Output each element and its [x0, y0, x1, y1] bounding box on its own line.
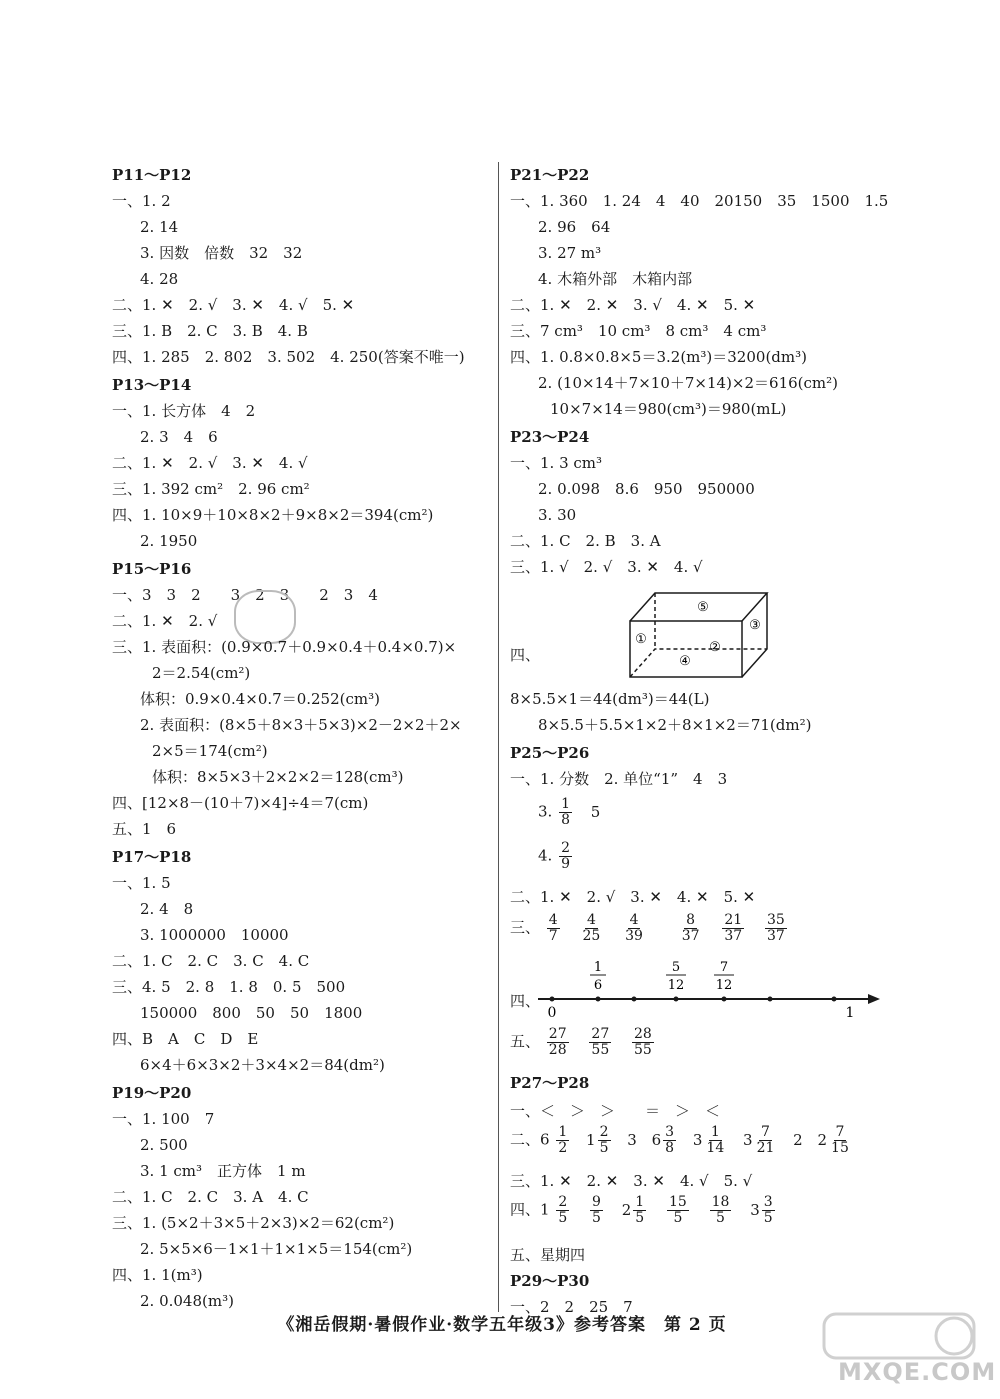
nl-frac-num: 5: [671, 960, 681, 975]
answer-line: 体积：0.9×0.4×0.7＝0.252(cm³): [140, 690, 380, 708]
answer-line: 一、1. 3 cm³: [510, 454, 603, 472]
answer-line: 二、1. ✕ 2. ✕ 3. √ 4. ✕ 5. ✕: [510, 296, 756, 314]
item-number: 3.: [538, 802, 553, 821]
cuboid-diagram: [625, 585, 775, 685]
whole: 2: [793, 1130, 803, 1149]
answer-line: 四、1. 285 2. 802 3. 502 4. 250(答案不唯一): [112, 348, 465, 366]
item-number: 四、1: [510, 1200, 550, 1219]
answer-line: 8×5.5＋5.5×1×2＋8×1×2＝71(dm²): [538, 716, 812, 734]
answer-line: 3. 因数 倍数 32 32: [140, 244, 303, 262]
fraction: $\frac{21}{37}$: [724, 912, 743, 944]
answer-line: 四、1. 10×9＋10×8×2＋9×8×2＝394(cm²): [112, 506, 434, 524]
answer-line: 四、: [510, 992, 541, 1010]
item-number: 三、: [510, 918, 541, 937]
item-number: 五、: [510, 1032, 541, 1051]
fraction: $\frac{1}{2}$: [558, 1124, 568, 1156]
box-label: ①: [635, 632, 647, 647]
fraction: $\frac{2}{5}$: [558, 1194, 568, 1226]
box-label: ③: [749, 618, 761, 633]
answer-line: 三、1. ✕ 2. ✕ 3. ✕ 4. √ 5. √: [510, 1172, 753, 1190]
stamp-mark: [234, 590, 296, 644]
answer-line: 2. 500: [140, 1136, 188, 1154]
section-head: P27～P28: [510, 1074, 590, 1092]
whole: 2: [817, 1130, 828, 1149]
answer-line: 三、1. √ 2. √ 3. ✕ 4. √: [510, 558, 703, 576]
answer-line: 二、1. ✕ 2. √ 3. ✕ 4. ✕ 5. ✕: [510, 888, 756, 906]
answer-line: 2×5＝174(cm²): [152, 742, 268, 760]
answer-line: 一、＜ ＞ ＞ ＝ ＞ ＜: [510, 1102, 721, 1120]
whole: 1: [586, 1130, 596, 1149]
whole: 6: [651, 1130, 662, 1149]
answer-line: 2. 0.098 8.6 950 950000: [538, 480, 755, 498]
answer-line: 4. 28: [140, 270, 179, 288]
answer-line: 4. 木箱外部 木箱内部: [538, 270, 693, 288]
item-number: 二、6: [510, 1130, 550, 1149]
nl-frac-den: 6: [593, 978, 603, 993]
answer-line: 三、1. (5×2＋3×5＋2×3)×2＝62(cm²): [112, 1214, 395, 1232]
answer-line: 2. 5×5×6－1×1＋1×1×5＝154(cm²): [140, 1240, 413, 1258]
answer-line: 2. 1950: [140, 532, 198, 550]
whole: 3: [743, 1130, 753, 1149]
answer-line: [510, 1195, 777, 1226]
answer-line: 三、1. B 2. C 3. B 4. B: [112, 322, 308, 340]
answer-line: 2. 4 8: [140, 900, 194, 918]
answer-line: 一、1. 长方体 4 2: [112, 402, 256, 420]
answer-line: 2. 3 4 6: [140, 428, 218, 446]
answer-line: 10×7×14＝980(cm³)＝980(mL): [550, 400, 787, 418]
answer-line: 二、1. C 2. C 3. A 4. C: [112, 1188, 309, 1206]
fraction: $\frac{9}{5}$: [592, 1194, 601, 1226]
fraction: $\frac{35}{37}$: [766, 912, 785, 944]
answer-line: 三、7 cm³ 10 cm³ 8 cm³ 4 cm³: [510, 322, 767, 340]
answer-line: 体积：8×5×3＋2×2×2＝128(cm³): [152, 768, 404, 786]
nl-frac-num: 1: [593, 960, 603, 975]
fraction: $\frac{4}{25}$: [582, 912, 601, 944]
fraction: $\frac{18}{5}$: [711, 1194, 730, 1226]
answer-line: [510, 913, 789, 944]
answer-line: 2. 表面积：(8×5＋8×3＋5×3)×2－2×2＋2×: [140, 716, 462, 734]
fraction: $\frac{2}{5}$: [599, 1124, 609, 1156]
fraction: $\frac{1}{8}$: [561, 796, 571, 828]
answer-line: 四、[12×8－(10＋7)×4]÷4＝7(cm): [112, 794, 369, 812]
number-line: [534, 953, 884, 1021]
fraction: $\frac{3}{8}$: [665, 1124, 675, 1156]
answer-line: 二、1. C 2. B 3. A: [510, 532, 661, 550]
answer-line: 8×5.5×1＝44(dm³)＝44(L): [510, 690, 710, 708]
fraction: $\frac{27}{28}$: [548, 1026, 567, 1058]
fraction: $\frac{8}{37}$: [681, 912, 700, 944]
fraction: $\frac{7}{21}$: [756, 1124, 775, 1156]
answer-line: 一、2 2 25 7: [510, 1298, 633, 1316]
answer-line: 3. 30: [538, 506, 577, 524]
answer-line: 二、1. ✕ 2. √ 3. ✕ 4. √ 5. ✕: [112, 296, 355, 314]
whole: 2: [621, 1200, 632, 1219]
section-head: P11～P12: [112, 166, 192, 184]
answer-line: 五、1 6: [112, 820, 177, 838]
answer-line: 2. 14: [140, 218, 179, 236]
fraction: $\frac{1}{14}$: [706, 1124, 725, 1156]
answer-line: 五、星期四: [510, 1246, 586, 1264]
section-head: P15～P16: [112, 560, 192, 578]
answer-line: 一、1. 100 7: [112, 1110, 215, 1128]
answer-line: 三、1. 392 cm² 2. 96 cm²: [112, 480, 310, 498]
answer-line: 二、1. ✕ 2. √ 3. ✕ 4. √: [112, 454, 308, 472]
fraction: $\frac{1}{5}$: [635, 1194, 645, 1226]
nl-frac-num: 7: [719, 960, 729, 975]
section-head: P17～P18: [112, 848, 192, 866]
item-number: 4.: [538, 846, 553, 865]
section-head: P23～P24: [510, 428, 590, 446]
whole: 3: [750, 1200, 760, 1219]
answer-line: 一、1. 5: [112, 874, 171, 892]
section-head: P25～P26: [510, 744, 590, 762]
answer-line: [538, 841, 574, 872]
fraction: $\frac{7}{15}$: [831, 1124, 849, 1156]
column-divider: [498, 162, 499, 1312]
answer-line: [510, 1027, 656, 1058]
answer-line: 2. 96 64: [538, 218, 611, 236]
answer-line: 三、4. 5 2. 8 1. 8 0. 5 500: [112, 978, 346, 996]
answer-line: 一、3 3 2 3 2 3 2 3 4: [112, 586, 378, 604]
answer-line: 四、B A C D E: [112, 1030, 259, 1048]
answer-line: 一、1. 360 1. 24 4 40 20150 35 1500 1.5: [510, 192, 889, 210]
answer-line: [538, 797, 600, 828]
answer-line: 四、: [510, 646, 541, 664]
whole: 3: [627, 1130, 637, 1149]
answer-line: 150000 800 50 50 1800: [140, 1004, 363, 1022]
answer-line: 3. 1000000 10000: [140, 926, 289, 944]
number-line-zero: 0: [547, 1005, 557, 1021]
fraction: $\frac{28}{55}$: [634, 1026, 652, 1058]
answer-line: 四、1. 1(m³): [112, 1266, 203, 1284]
section-head: P13～P14: [112, 376, 192, 394]
nl-frac-den: 12: [667, 978, 685, 993]
section-head: P29～P30: [510, 1272, 590, 1290]
nl-frac-den: 12: [715, 978, 733, 993]
whole: 3: [692, 1130, 703, 1149]
section-head: P21～P22: [510, 166, 590, 184]
answer-line: 二、1. C 2. C 3. C 4. C: [112, 952, 310, 970]
box-label: ④: [679, 654, 691, 669]
page-footer: 《湘岳假期·暑假作业·数学五年级3》参考答案 第 2 页: [277, 1315, 727, 1335]
answer-line: 3. 27 m³: [538, 244, 602, 262]
answer-line: 二、1. ✕ 2. √: [112, 612, 218, 630]
answer-line: 一、1. 分数 2. 单位“1” 4 3: [510, 770, 728, 788]
answer-line: 三、1. 表面积：(0.9×0.7＋0.9×0.4＋0.4×0.7)×: [112, 638, 457, 656]
box-label: ②: [709, 640, 721, 655]
answer-line: 6×4＋6×3×2＋3×4×2＝84(dm²): [140, 1056, 385, 1074]
fraction: $\frac{4}{39}$: [625, 912, 643, 944]
fraction: $\frac{15}{5}$: [668, 1194, 687, 1226]
section-head: P19～P20: [112, 1084, 192, 1102]
answer-line: 2＝2.54(cm²): [152, 664, 251, 682]
answer-line: 2. (10×14＋7×10＋7×14)×2＝616(cm²): [538, 374, 839, 392]
answer-value: 5: [590, 802, 601, 821]
answer-line: 四、1. 0.8×0.8×5＝3.2(m³)＝3200(dm³): [510, 348, 807, 366]
answer-line: 一、1. 2: [112, 192, 171, 210]
fraction: $\frac{2}{9}$: [561, 840, 571, 872]
watermark-text: MXQE.COM: [838, 1358, 997, 1386]
answer-line: [510, 1125, 853, 1156]
fraction: $\frac{3}{5}$: [763, 1194, 773, 1226]
number-line-one: 1: [845, 1005, 855, 1021]
box-label: ⑤: [697, 600, 709, 615]
answer-line: 2. 0.048(m³): [140, 1292, 234, 1310]
fraction: $\frac{4}{7}$: [548, 912, 558, 944]
answer-line: 3. 1 cm³ 正方体 1 m: [140, 1162, 306, 1180]
fraction: $\frac{27}{55}$: [591, 1026, 610, 1058]
